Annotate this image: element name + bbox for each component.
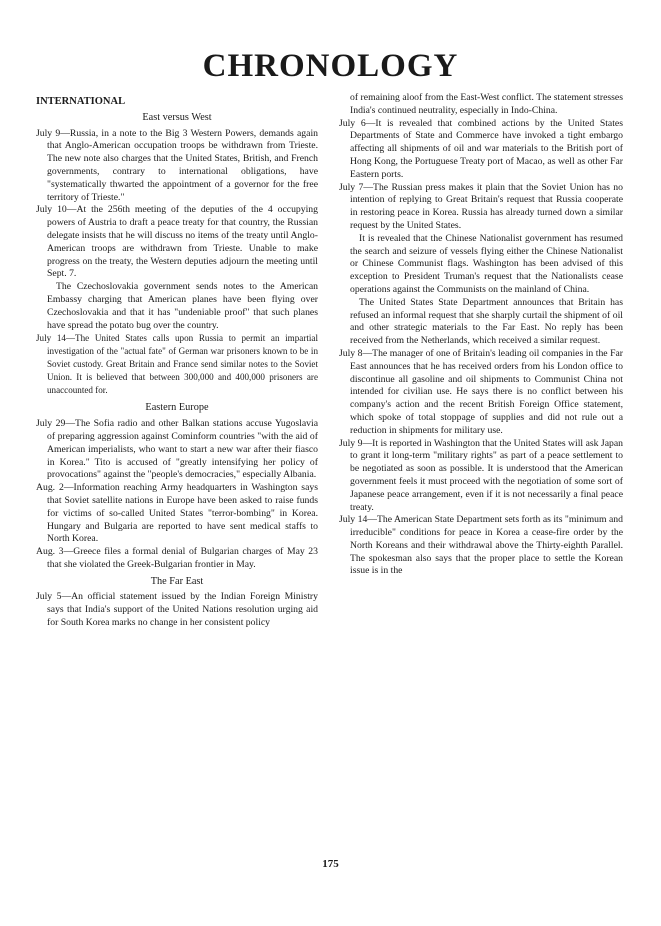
right-column [339,92,623,578]
chronology-entry: July 6—It is revealed that combined actions by the United States Departments of State and Commerce have invoked a tight embargo affecting all shipments of oil and war materials to the British port of Hong Kong, the Portuguese Treaty port of Macao, as well as other Far Eastern ports. [339,117,623,180]
chronology-paragraph: The United States State Department announces that Britain has refused an informal request that she sharply curtail the shipment of oil and other strategic materials to the Far East. No reply has been received from the Netherlands, which received a similar request. [350,296,623,347]
chronology-entry: July 7—The Russian press makes it plain that the Soviet Union has no intention of replying to Great Britain's request that Russia cooperate in restoring peace in Korea. Russia has already turned down a similar request by the United States. [339,181,623,231]
chronology-entry: July 29—The Sofia radio and other Balkan stations accuse Yugoslavia of preparing aggression against Cominform countries "with the aid of American imperialists, who want to start a new war after their fiasco in Korea." Tito is accused of "greatly intensifying her policy of provocations" against the "people's democracies," especially Albania. [36,418,318,481]
chronology-entry: July 14—The United States calls upon Russia to permit an impartial investigation of the "actual fate" of German war prisoners known to be in Soviet custody. Great Britain and France send similar notes to the Soviet Union. It is believed that between 300,000 and 400,000 prisoners are unaccounted for. [36,333,318,395]
chronology-entry: July 9—Russia, in a note to the Big 3 Western Powers, demands again that Anglo-American occupation troops be withdrawn from Trieste. The new note also charges that the United States, British, and French governments, contrary to international obligations, have "systematically thwarted the appointment of a governor for the free territory of Trieste." [36,127,318,203]
chronology-entry: July 10—At the 256th meeting of the deputies of the 4 occupying powers of Austria to draft a peace treaty for that country, the Russian delegate insists that he will discuss no items of the treaty until Anglo-American troops are withdrawn from Trieste. Unable to make progress on the treaty, the Western deputies adjourn the meeting until Sept. 7. [36,204,318,280]
section-heading-international: INTERNATIONAL [36,96,126,107]
chronology-entry: July 5—An official statement issued by the Indian Foreign Ministry says that India's support of the United Nations resolution urging aid for South Korea marks no change in her consistent policy [36,591,318,629]
chronology-paragraph: It is revealed that the Chinese Nationalist government has resumed the search and seizure of vessels flying either the Chinese Nationalist or Chinese Communist flags. Washington has been advised of this exception to President Truman's request that the Nationalists cease operations against the Communists on the mainland of China. [350,232,623,295]
subsection-heading-east-west: East versus West [142,111,212,123]
subsection-heading-eastern-europe: Eastern Europe [145,402,209,414]
left-column [36,96,318,630]
chronology-entry: July 9—It is reported in Washington that the United States will ask Japan to grant it long-term "military rights" as part of a peace settlement to be negotiated as soon as possible. It is understood that the American government feels it must proceed with the negotiation of some sort of Japanese peace arrangement, even if it is not necessarily a final peace treaty. [339,437,623,513]
chronology-entry: Aug. 2—Information reaching Army headquarters in Washington says that Soviet satellite nations in Europe have been asked to raise funds for victims of so-called United States "terror-bombing" in Korea. Hungary and Bulgaria are reported to have sent medical staffs to North Korea. [36,482,318,545]
chronology-paragraph: The Czechoslovakia government sends notes to the American Embassy charging that American planes have been flying over Czechoslovakia and that it has "undeniable proof" that such planes have spread the potato bug over the country. [47,281,318,331]
chronology-paragraph: of remaining aloof from the East-West conflict. The statement stresses India's continued neutrality, especially in Indo-China. [350,92,623,116]
subsection-heading-far-east: The Far East [150,575,204,587]
chronology-entry: July 8—The manager of one of Britain's leading oil companies in the Far East announces that he has received orders from his London office to discontinue all gasoline and oil shipments to Communist China not intended for civilian use. He says there is no conflict between his company's action and the recent British Foreign Office statement, which spoke of total stoppage of supplies and did not rule out a reduction in shipments for military use. [339,347,623,436]
page-number: 175 [322,858,339,870]
page-title: CHRONOLOGY [202,48,459,84]
chronology-entry: July 14—The American State Department sets forth as its "minimum and irreducible" conditions for peace in Korea a cease-fire order by the North Koreans and their withdrawal above the Thirty-eighth Parallel. The spokesman also says that the proper place to settle the Korean issue is in the [339,514,623,577]
chronology-entry: Aug. 3—Greece files a formal denial of Bulgarian charges of May 23 that she violated the Greek-Bulgarian frontier in May. [36,546,318,570]
